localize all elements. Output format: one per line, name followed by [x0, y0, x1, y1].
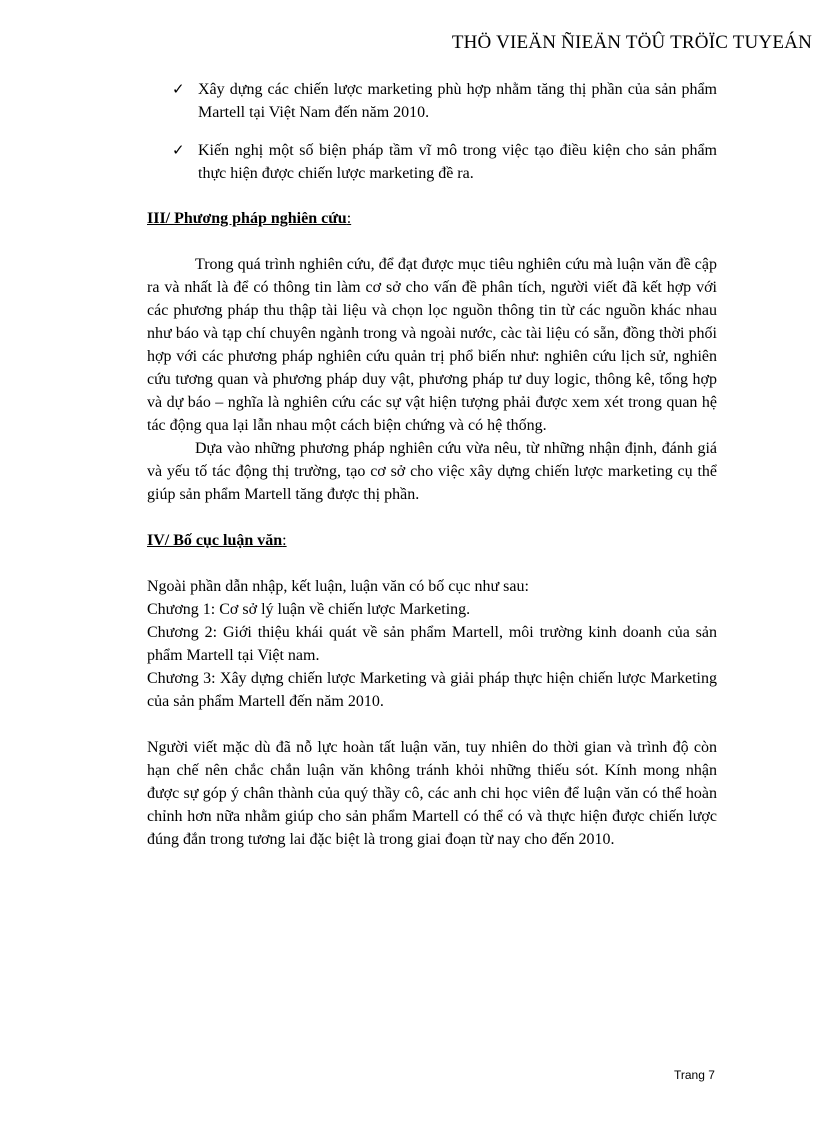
page-body: [147, 78, 717, 851]
section-heading-text: IV/ Bố cục luận văn: [147, 532, 283, 549]
objective-bullet: [147, 78, 717, 124]
check-mark-icon: ✓: [172, 80, 185, 98]
section-heading-methodology: [147, 207, 717, 230]
heading-colon: :: [346, 210, 352, 227]
page-number: Trang 7: [674, 1068, 715, 1082]
section-heading-structure: [147, 529, 717, 552]
page-header-title: THÖ VIEÄN ÑIEÄN TÖÛ TRÖÏC TUYEÁN: [451, 32, 812, 53]
objective-text: Kiến nghị một số biện pháp tầm vĩ mô trong việc tạo điều kiện cho sản phẩm thực hiện được chiến lược marketing đề ra.: [198, 142, 717, 182]
chapter-item: Chương 3: Xây dựng chiến lược Marketing và giải pháp thực hiện chiến lược Marketing của sản phẩm Martell đến năm 2010.: [147, 670, 717, 710]
check-mark-icon: ✓: [172, 141, 185, 159]
objective-bullet: [147, 139, 717, 185]
chapter-item: Chương 2: Giới thiệu khái quát về sản phẩm Martell, môi trường kinh doanh của sản phẩm Martell tại Việt nam.: [147, 624, 717, 664]
methodology-paragraph: Trong quá trình nghiên cứu, để đạt được mục tiêu nghiên cứu mà luận văn đề cập ra và nhất là để có thông tin làm cơ sở cho vấn đề phân tích, người viết đã kết hợp với các phương pháp thu thập tài liệu và chọn lọc nguồn thông tin từ các nguồn khác nhau như báo và tạp chí chuyên ngành trong và ngoài nước, càc tài liệu có sẵn, đồng thời phối hợp với các phương pháp nghiên cứu quản trị phổ biến như: nghiên cứu lịch sử, nghiên cứu tương quan và phương pháp duy vật, phương pháp tư duy logic, thông kê, tổng hợp và dự báo – nghĩa là nghiên cứu các sự vật hiện tượng phải được xem xét trong quan hệ tác động qua lại lẫn nhau một cách biện chứng và có hệ thống.: [147, 256, 717, 434]
objective-text: Xây dựng các chiến lược marketing phù hợp nhằm tăng thị phần của sản phẩm Martell tại Việt Nam đến năm 2010.: [198, 81, 717, 121]
heading-colon: :: [282, 532, 287, 549]
methodology-paragraph: Dựa vào những phương pháp nghiên cứu vừa nêu, từ những nhận định, đánh giá và yếu tố tác động thị trường, tạo cơ sở cho việc xây dựng chiến lược marketing cụ thể giúp sản phẩm Martell tăng được thị phần.: [147, 440, 717, 503]
structure-intro: Ngoài phần dẫn nhập, kết luận, luận văn có bố cục như sau:: [147, 578, 529, 595]
chapter-item: Chương 1: Cơ sở lý luận về chiến lược Marketing.: [147, 601, 471, 618]
closing-paragraph: Người viết mặc dù đã nỗ lực hoàn tất luận văn, tuy nhiên do thời gian và trình độ còn hạn chế nên chắc chắn luận văn không tránh khỏi những thiếu sót. Kính mong nhận được sự góp ý chân thành của quý thầy cô, các anh chi học viên để luận văn có thể hoàn chỉnh hơn nữa nhằm giúp cho sản phẩm Martell có thể có và thực hiện được chiến lược đúng đắn trong tương lai đặc biệt là trong giai đoạn từ nay cho đến 2010.: [147, 739, 717, 848]
section-heading-text: III/ Phương pháp nghiên cứu: [147, 210, 347, 227]
